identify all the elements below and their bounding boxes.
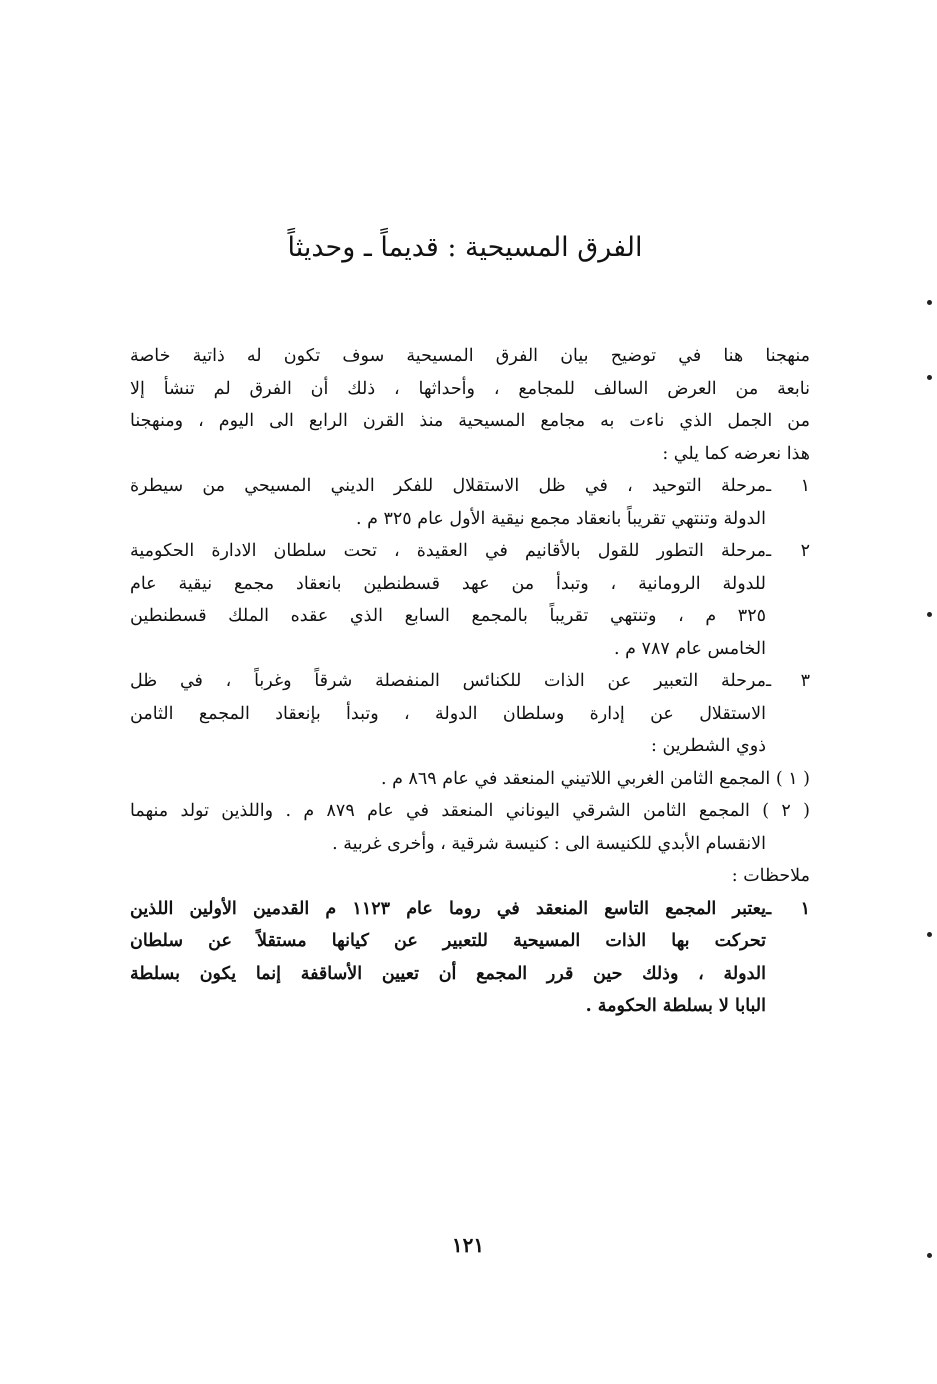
sub-item-number: ( ٢ ): [762, 801, 810, 821]
sub-item-line: الانقسام الأبدي للكنيسة الى : كنيسة شرقية ، وأخرى غربية .: [332, 833, 766, 854]
intro-line: منهجنا هنا في توضيح بيان الفرق المسيحية سوف تكون له ذاتية خاصة: [130, 346, 810, 366]
note-line: الدولة ، وذلك حين قرر المجمع أن تعيين الأساقفة إنما يكون بسلطة: [130, 963, 766, 984]
stage-line: الدولة وتنتهي تقريباً بانعقاد مجمع نيقية الأول عام ٣٢٥ م .: [355, 508, 766, 529]
stage-line: مرحلة التطور للقول بالأقانيم في العقيدة ، تحت سلطان الادارة الحكومية: [130, 541, 766, 561]
sub-item-number: ( ١ ): [775, 768, 810, 789]
stage-line: مرحلة التعبير عن الذات للكنائس المنفصلة شرقاً وغرباً ، في ظل: [130, 671, 766, 691]
sub-item: [130, 763, 810, 796]
intro-line: نابعة من العرض السالف للمجامع ، وأحداثها ، ذلك أن الفرق لم تنشأ إلا: [130, 378, 810, 399]
sub-item-line: المجمع الثامن الغربي اللاتيني المنعقد في عام ٨٦٩ م .: [380, 768, 771, 789]
stage-line: ٣٢٥ م ، وتنتهي تقريباً بالمجمع السابع الذي عقده الملك قسطنطين: [130, 606, 766, 626]
stage-line: ذوي الشطرين :: [651, 736, 766, 756]
stage-line: الخامس عام ٧٨٧ م .: [614, 638, 766, 659]
note-line: يعتبر المجمع التاسع المنعقد في روما عام ١١٢٣ م القدمين الأولين اللذين: [130, 898, 766, 919]
scan-mark: [927, 300, 932, 305]
intro-line: هذا نعرضه كما يلي :: [662, 443, 810, 464]
note-line: البابا لا بسلطة الحكومة .: [585, 996, 766, 1016]
stage-item: [130, 665, 810, 698]
scan-mark: [927, 932, 932, 937]
intro-line: من الجمل الذي ناءت به مجامع المسيحية منذ القرن الرابع الى اليوم ، ومنهجنا: [130, 411, 810, 431]
sub-item-line: المجمع الثامن الشرقي اليوناني المنعقد في عام ٨٧٩ م . واللذين تولد منهما: [130, 801, 750, 821]
scan-mark: [927, 1253, 932, 1258]
note-line: تحركت بها الذات المسيحية للتعبير عن كيانها مستقلاً عن سلطان: [130, 931, 766, 951]
chapter-title: الفرق المسيحية : قديماً ـ وحديثاً: [287, 232, 643, 263]
stage-line: مرحلة التوحيد ، في ظل الاستقلال للفكر الديني المسيحي من سيطرة: [130, 476, 766, 496]
stage-item: [130, 470, 810, 503]
stage-number: ١ ـ: [766, 476, 810, 496]
stage-number: ٢ ـ: [766, 541, 810, 561]
scan-mark: [927, 612, 932, 617]
stage-line: الاستقلال عن إدارة وسلطان الدولة ، وتبدأ بإنعقاد المجمع الثامن: [130, 703, 766, 724]
sub-item: [130, 795, 810, 828]
page-number: ١٢١: [451, 1233, 485, 1257]
notes-heading: ملاحظات :: [731, 866, 810, 886]
stage-item: [130, 535, 810, 568]
stage-number: ٣ ـ: [766, 671, 810, 691]
note-item: [130, 893, 810, 926]
scan-mark: [927, 375, 932, 380]
stage-line: للدولة الرومانية ، وتبدأ من عهد قسطنطين بانعقاد مجمع نيقية عام: [130, 573, 766, 594]
note-number: ١ ـ: [766, 898, 810, 919]
body-text: [130, 340, 810, 1023]
